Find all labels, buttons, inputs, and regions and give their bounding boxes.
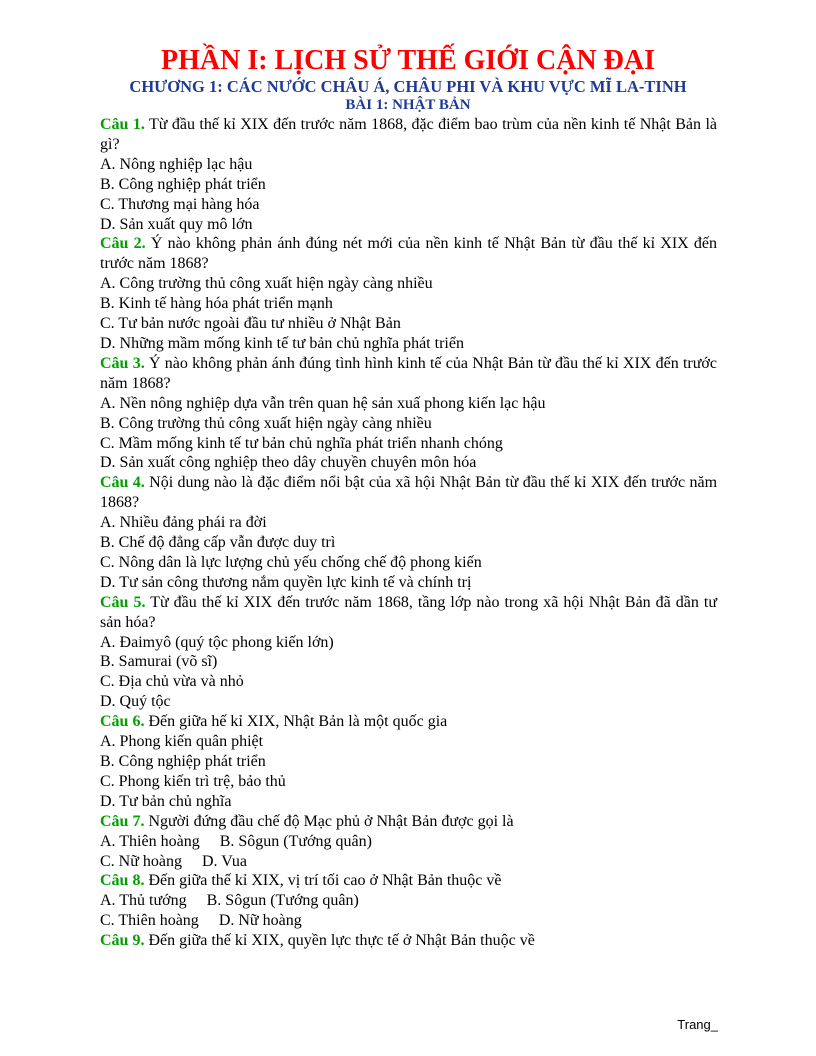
question-text: Người đứng đầu chế độ Mạc phủ ở Nhật Bản được gọi là [148,812,514,830]
option: B. Sôgun (Tướng quân) [206,892,359,910]
option: D. Vua [202,852,247,870]
option: D. Quý tộc [100,693,171,711]
option: A. Nền nông nghiệp dựa vẫn trên quan hệ sản xuấ phong kiến lạc hậu [100,394,546,412]
option: A. Thiên hoàng [100,832,200,850]
option: C. Nữ hoàng [100,852,182,870]
chapter-heading: CHƯƠNG 1: CÁC NƯỚC CHÂU Á, CHÂU PHI VÀ KHU VỰC MĨ LA-TINH [129,77,687,96]
option-row [100,832,717,852]
question-text: Nội dung nào là đặc điểm nổi bật của xã hội Nhật Bản từ đầu thế kỉ XIX đến trước năm 1868? [100,474,718,512]
question-7 [100,812,717,832]
question-text: Đến giữa thế kỉ XIX, vị trí tối cao ở Nhật Bản thuộc về [148,872,502,890]
option: B. Samurai (võ sĩ) [100,653,218,671]
question-text: Từ đầu thế kỉ XIX đến trước năm 1868, đặc điểm bao trùm của nền kinh tế Nhật Bản là gì? [100,116,717,153]
question-list [100,115,717,951]
option: A. Nông nghiệp lạc hậu [100,155,253,173]
question-6 [100,712,717,732]
option: C. Mầm mống kinh tế tư bản chủ nghĩa phát triển nhanh chóng [100,434,503,452]
option-row [100,891,717,911]
option: D. Tư bản chủ nghĩa [100,792,232,810]
option: A. Phong kiến quân phiệt [100,733,264,751]
question-label: Câu 5. [100,593,146,611]
question-4 [100,473,717,513]
option: C. Địa chủ vừa và nhỏ [100,673,244,691]
question-5 [100,593,717,633]
option: D. Sản xuất công nghiệp theo dây chuyền chuyên môn hóa [100,454,477,472]
option: C. Nông dân là lực lượng chủ yếu chống chế độ phong kiến [100,553,482,571]
question-text: Ý nào không phản ánh đúng nét mới của nền kinh tế Nhật Bản từ đầu thế kỉ XIX đến trước năm 1868? [100,235,717,273]
option-row [100,852,717,872]
question-label: Câu 9. [100,932,145,950]
page-footer: Trang_ [677,1017,718,1032]
option: B. Chế độ đẳng cấp vẫn được duy trì [100,534,336,552]
option: B. Kinh tế hàng hóa phát triển mạnh [100,295,333,313]
option-row [100,911,717,931]
question-label: Câu 7. [100,812,145,830]
question-text: Từ đầu thế kỉ XIX đến trước năm 1868, tầng lớp nào trong xã hội Nhật Bản đã dần tư sản hóa? [100,593,718,631]
question-label: Câu 6. [100,713,145,731]
question-1 [100,115,717,155]
option: B. Công nghiệp phát triển [100,175,266,193]
option: D. Sản xuất quy mô lớn [100,215,253,233]
option: D. Những mầm mống kinh tế tư bản chủ nghĩa phát triển [100,334,464,352]
option: D. Nữ hoàng [218,912,302,930]
question-3 [100,354,717,394]
page-title: PHẦN I: LỊCH SỬ THẾ GIỚI CẬN ĐẠI [161,45,655,76]
option: C. Thiên hoàng [100,912,199,930]
question-label: Câu 2. [100,235,146,253]
question-label: Câu 4. [100,474,145,492]
question-label: Câu 8. [100,872,145,890]
option: A. Đaimyô (quý tộc phong kiến lớn) [100,633,334,651]
option: B. Sôgun (Tướng quân) [219,832,372,850]
question-label: Câu 3. [100,354,145,372]
lesson-heading: BÀI 1: NHẬT BẢN [345,97,471,113]
question-2 [100,234,717,274]
question-9 [100,931,717,951]
option: C. Tư bản nước ngoài đầu tư nhiều ở Nhật Bản [100,315,401,333]
option: B. Công nghiệp phát triển [100,753,266,770]
question-text: Đến giữa hế kỉ XIX, Nhật Bản là một quốc gia [148,713,448,731]
question-text: Ý nào không phản ánh đúng tình hình kinh tế của Nhật Bản từ đầu thế kỉ XIX đến trước năm 1868? [100,354,717,392]
option: A. Công trường thủ công xuất hiện ngày càng nhiều [100,275,433,293]
option: B. Công trường thủ công xuất hiện ngày càng nhiều [100,414,432,432]
option: C. Phong kiến trì trệ, bảo thủ [100,772,286,790]
option: A. Nhiều đảng phái ra đời [100,514,267,532]
question-text: Đến giữa thế kỉ XIX, quyền lực thực tế ở Nhật Bản thuộc về [148,932,535,950]
option: D. Tư sản công thương nắm quyền lực kinh tế và chính trị [100,573,472,591]
option: C. Thương mại hàng hóa [100,195,260,213]
question-label: Câu 1. [100,116,145,133]
question-8 [100,871,717,891]
option: A. Thủ tướng [100,892,187,910]
